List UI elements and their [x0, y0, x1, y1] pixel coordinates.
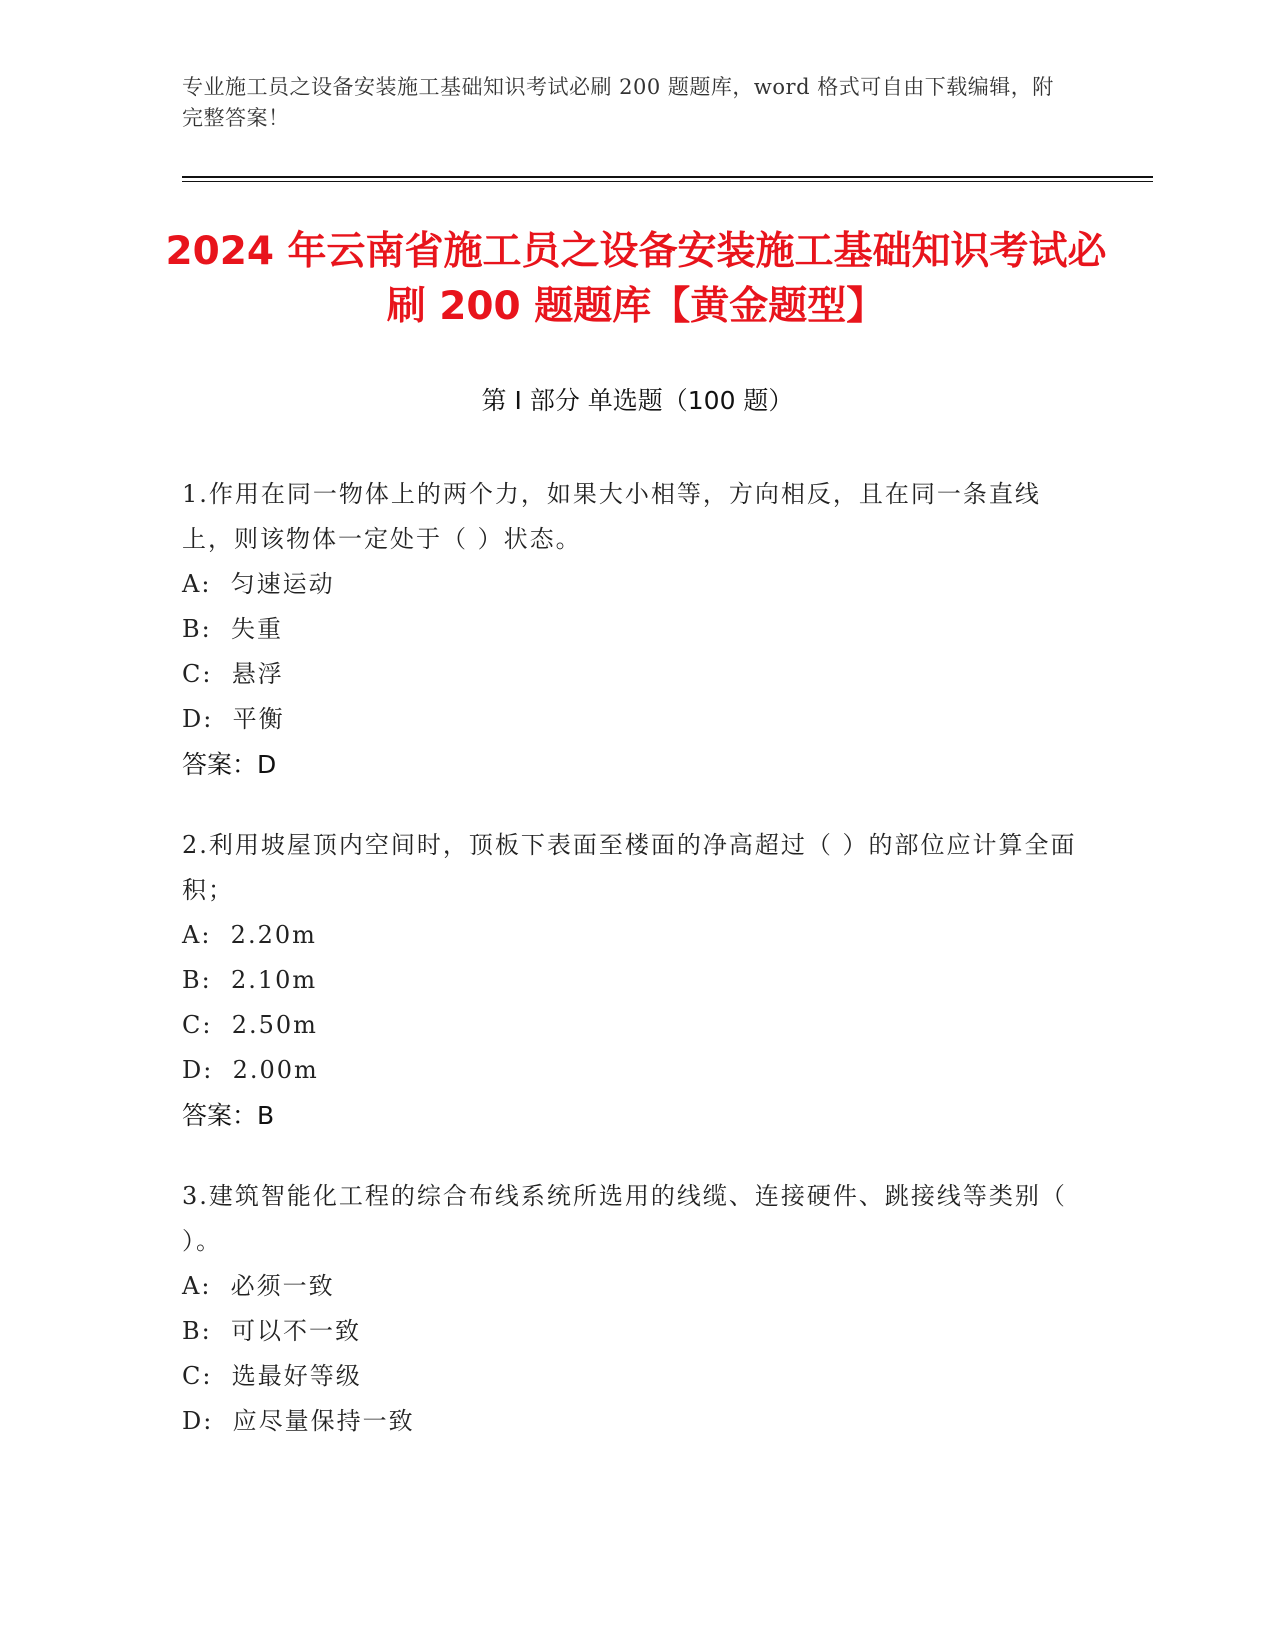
header-divider-thick: [182, 176, 1153, 178]
option-b: B: 可以不一致: [182, 1317, 361, 1345]
option-c: C: 悬浮: [182, 660, 284, 688]
option-d: D: 2.00m: [182, 1056, 319, 1084]
option-a: A: 必须一致: [182, 1272, 335, 1300]
option-c: C: 选最好等级: [182, 1362, 362, 1390]
question-list: [182, 472, 1082, 1480]
question-1: [182, 472, 1082, 787]
section-title: 第 I 部分 单选题（100 题）: [481, 386, 794, 415]
option-a: A: 2.20m: [182, 921, 317, 949]
option-a: A: 匀速运动: [182, 570, 335, 598]
question-text: 3.建筑智能化工程的综合布线系统所选用的线缆、连接硬件、跳接线等类别（ ）。: [182, 1182, 1067, 1255]
header-divider-thin: [182, 181, 1153, 182]
question-3: [182, 1174, 1082, 1444]
option-c: C: 2.50m: [182, 1011, 318, 1039]
option-d: D: 平衡: [182, 705, 285, 733]
answer: 答案：B: [182, 1101, 275, 1130]
header-note: 专业施工员之设备安装施工基础知识考试必刷 200 题题库，word 格式可自由下载编辑，附完整答案！: [182, 75, 1054, 130]
answer: 答案：D: [182, 750, 277, 779]
question-text: 1.作用在同一物体上的两个力，如果大小相等，方向相反，且在同一条直线上，则该物体一定处于（ ）状态。: [182, 480, 1041, 553]
option-d: D: 应尽量保持一致: [182, 1407, 415, 1435]
option-b: B: 2.10m: [182, 966, 318, 994]
question-text: 2.利用坡屋顶内空间时，顶板下表面至楼面的净高超过（ ）的部位应计算全面积；: [182, 831, 1077, 904]
option-b: B: 失重: [182, 615, 283, 643]
document-title: 2024 年云南省施工员之设备安装施工基础知识考试必刷 200 题题库【黄金题型】: [165, 229, 1107, 329]
question-2: [182, 823, 1082, 1138]
